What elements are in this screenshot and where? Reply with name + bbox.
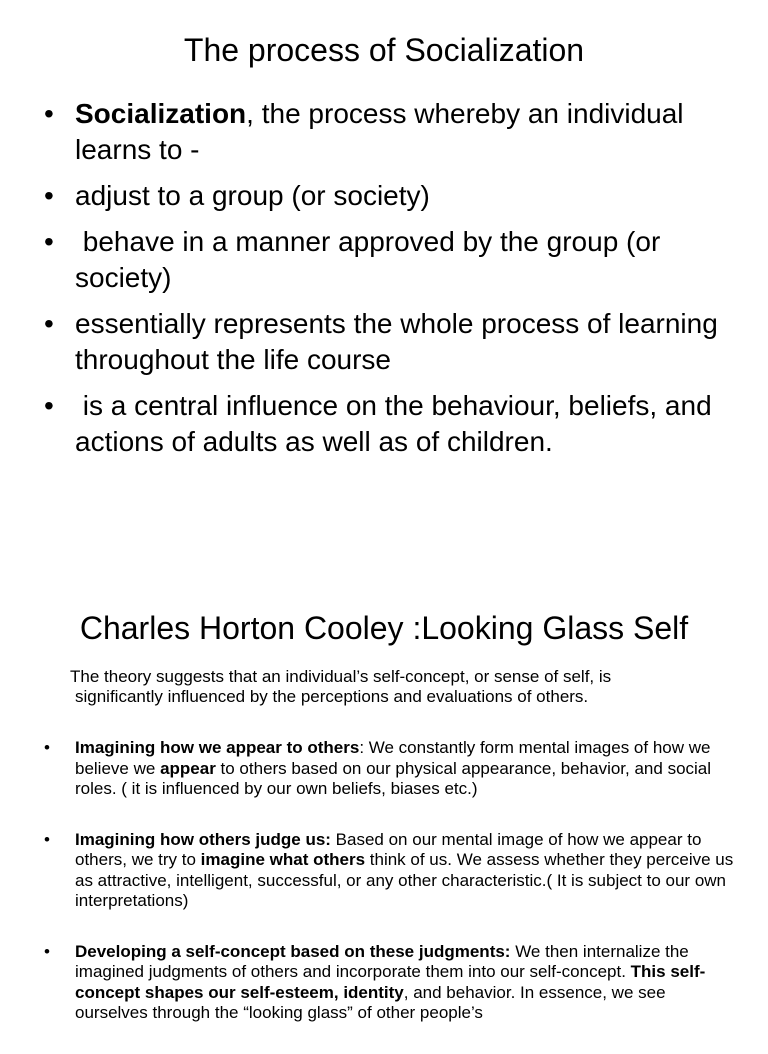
- item-text: to others based on our physical appearance, behavior, and social roles. ( it is influenced by our own beliefs, biases etc.): [75, 758, 712, 798]
- intro-paragraph: [70, 667, 740, 707]
- slide-title: The process of Socialization: [183, 32, 585, 68]
- bullet-list: [44, 738, 734, 1054]
- item-text: , the process whereby an individual learns to -: [75, 98, 684, 165]
- list-item: [44, 224, 744, 296]
- bullet-icon: •: [44, 829, 50, 849]
- bullet-icon: •: [44, 738, 50, 757]
- item-text: adjust to a group (or society): [75, 180, 430, 211]
- item-text: is a central influence on the behaviour, beliefs, and actions of adults as well as of children.: [75, 390, 720, 457]
- intro-line: significantly influenced by the perceptions and evaluations of others.: [75, 687, 589, 706]
- bold-term: imagine what others: [200, 850, 366, 869]
- bold-term: Developing a self-concept based on these judgments:: [75, 941, 511, 961]
- item-text: We then internalize the imagined judgments of others and incorporate them into our self-concept.: [75, 941, 689, 981]
- bold-term: appear: [160, 758, 216, 778]
- bullet-list: [44, 96, 744, 470]
- list-item: [44, 388, 744, 460]
- bullet-icon: •: [44, 180, 54, 211]
- bold-term: Imagining how we appear to others: [75, 738, 360, 757]
- bold-term: Imagining how others judge us:: [75, 829, 331, 849]
- list-item: [44, 942, 734, 1024]
- item-text: : We constantly form mental images of how we believe we: [75, 738, 711, 778]
- bold-term: This self-concept shapes our self-esteem, identity: [75, 962, 706, 1002]
- bullet-icon: •: [44, 308, 54, 339]
- bullet-icon: •: [44, 226, 54, 257]
- list-item: [44, 738, 734, 800]
- item-text: , and behavior. In essence, we see ourselves through the “looking glass” of other people’s: [75, 982, 666, 1022]
- bullet-icon: •: [44, 98, 54, 129]
- bullet-icon: •: [44, 390, 54, 421]
- list-item: [44, 830, 734, 912]
- bold-term: Socialization: [75, 98, 247, 129]
- slide-title: Charles Horton Cooley :Looking Glass Self: [79, 610, 689, 646]
- intro-line: The theory suggests that an individual’s self-concept, or sense of self, is: [70, 667, 612, 686]
- item-text: think of us. We assess whether they perceive us as attractive, intelligent, successful, or any other characteristic.( It is subject to our own interpretations): [75, 850, 734, 910]
- item-text: Based on our mental image of how we appear to others, we try to: [75, 829, 702, 869]
- slide-looking-glass-self: [0, 560, 768, 1024]
- bullet-icon: •: [44, 941, 50, 961]
- list-item: [44, 306, 744, 378]
- item-text: behave in a manner approved by the group (or society): [75, 226, 669, 293]
- item-text: essentially represents the whole process of learning throughout the life course: [75, 308, 718, 375]
- list-item: [44, 96, 744, 168]
- list-item: [44, 178, 744, 214]
